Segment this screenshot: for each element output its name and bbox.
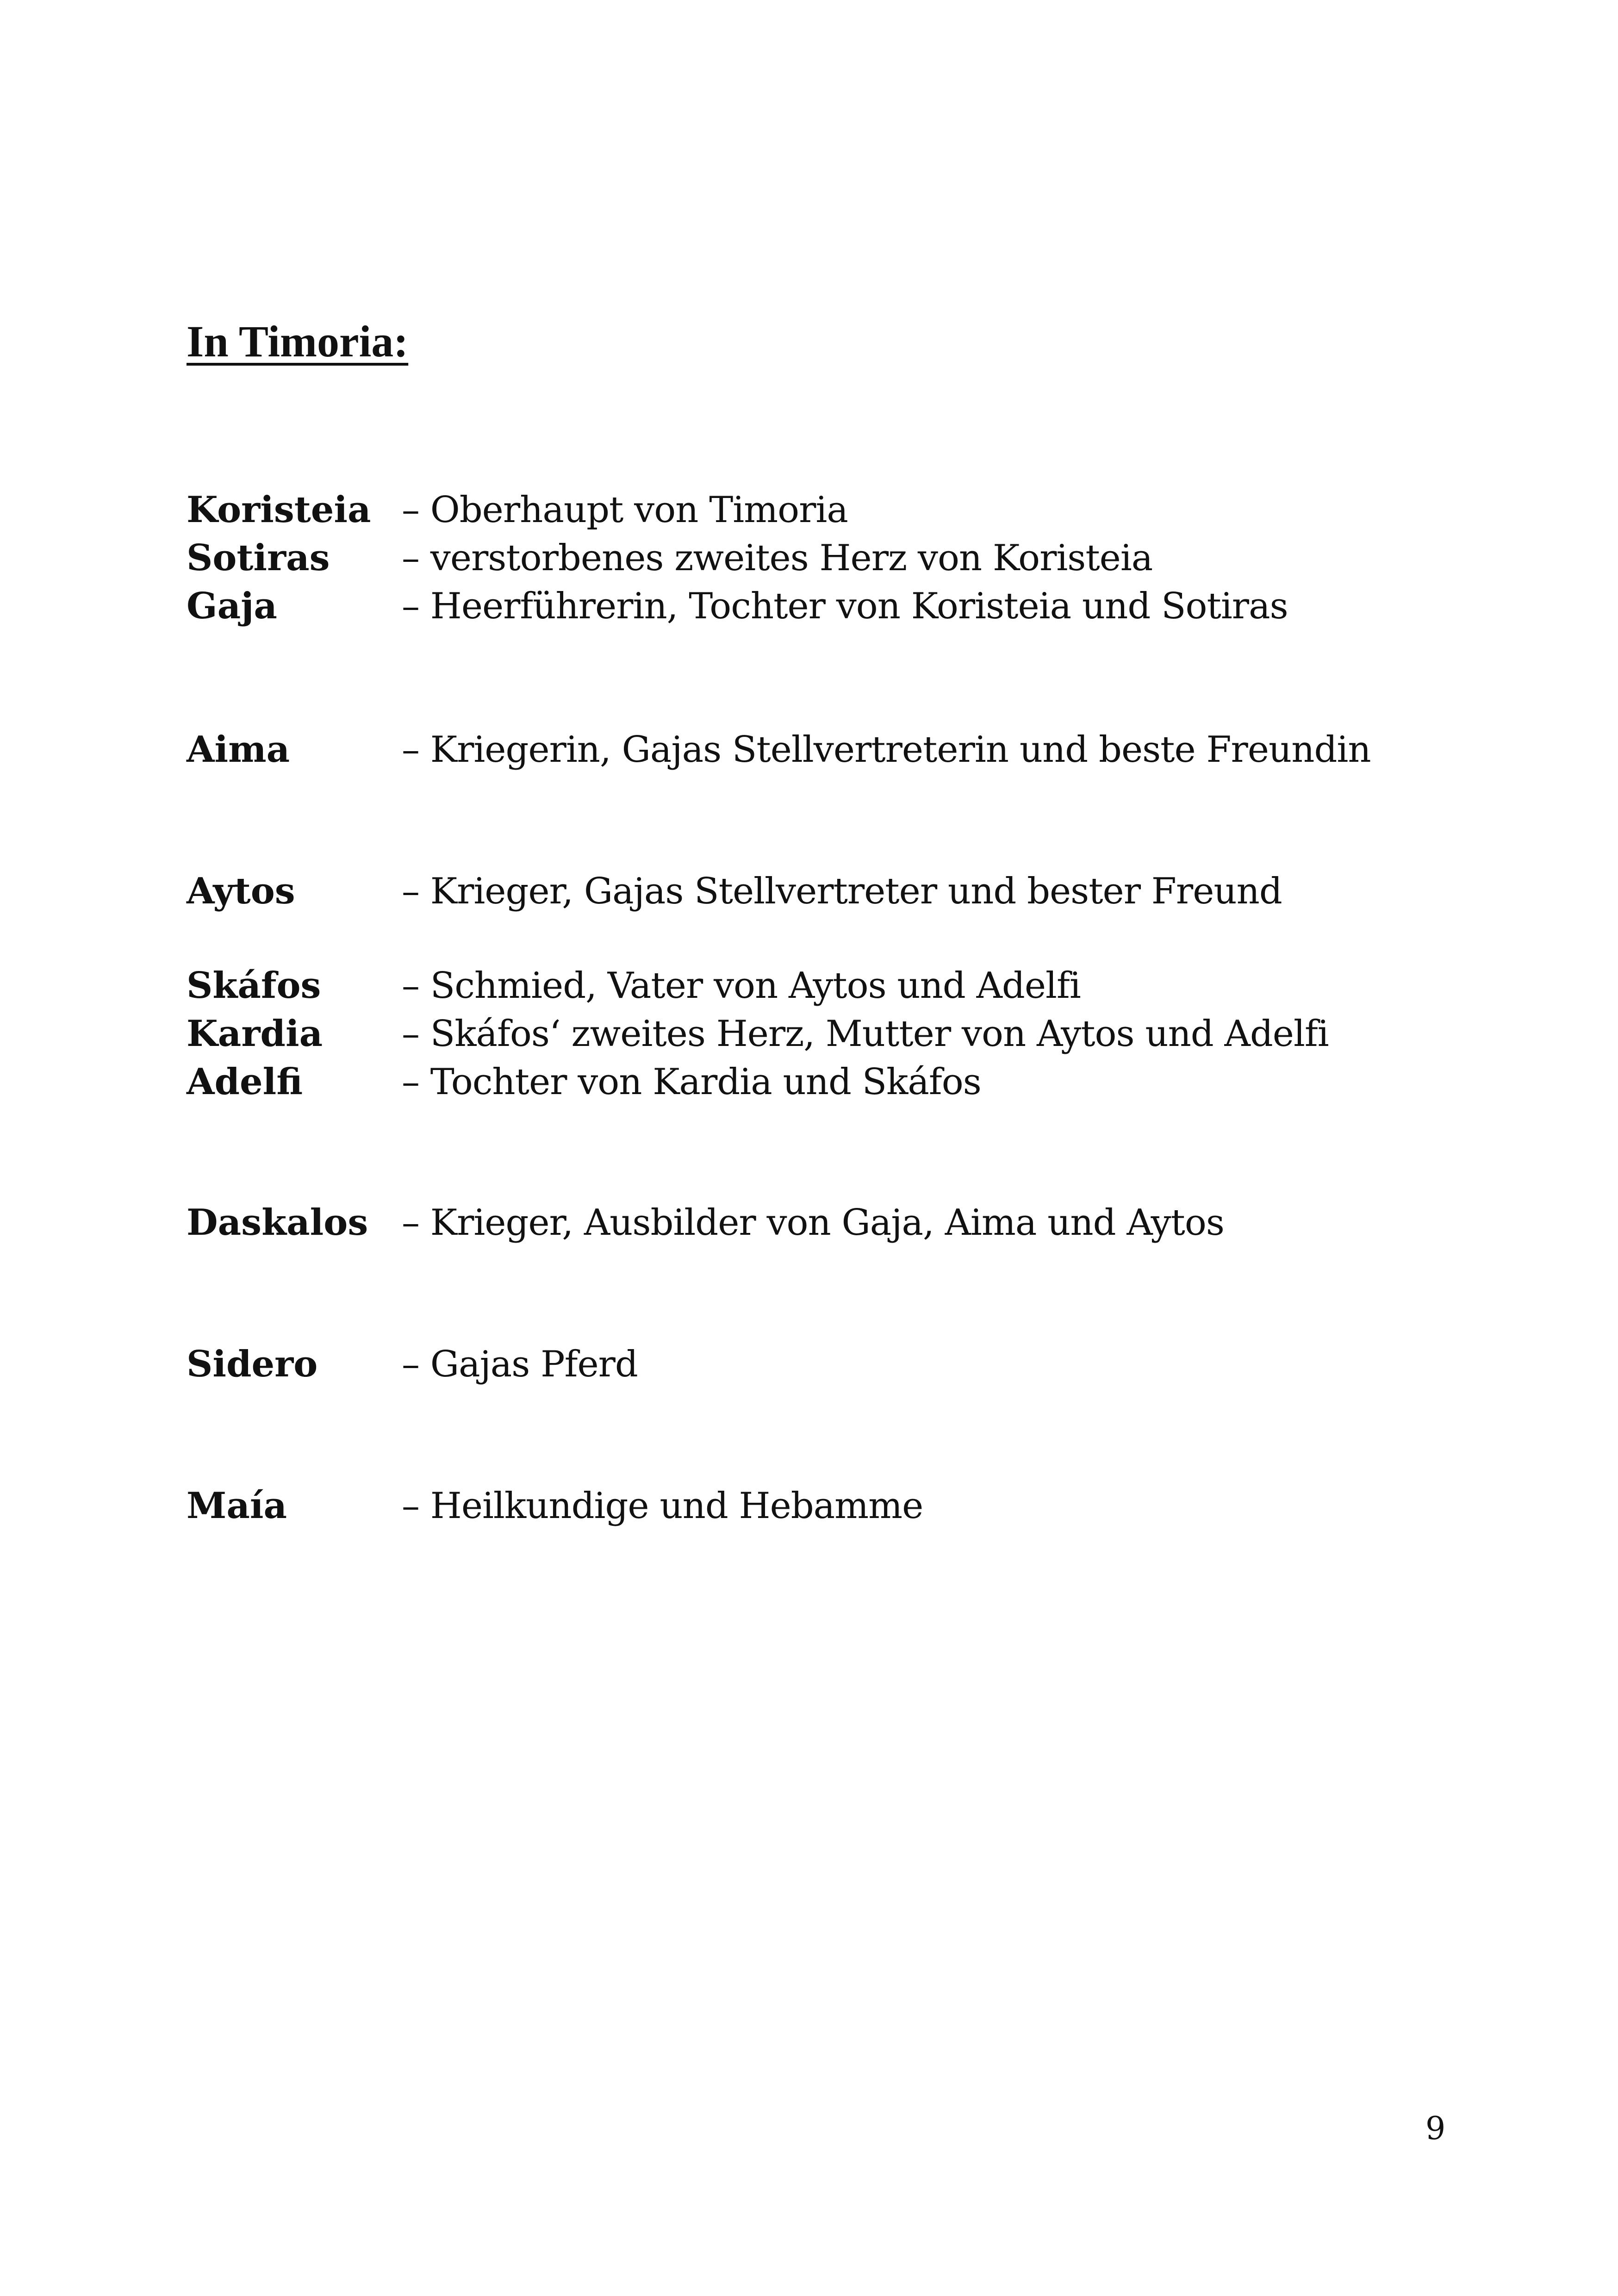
character-name: Aima xyxy=(187,728,290,771)
character-description: – Heilkundige und Hebamme xyxy=(402,1485,923,1527)
character-name: Kardia xyxy=(187,1013,323,1055)
character-name: Skáfos xyxy=(187,964,321,1007)
section-heading: In Timoria: xyxy=(187,317,409,366)
character-name: Sotiras xyxy=(187,537,330,579)
character-description: – Kriegerin, Gajas Stellvertreterin und beste Freundin xyxy=(402,729,1371,771)
character-description: – Krieger, Gajas Stellvertreter und bester Freund xyxy=(402,871,1282,912)
character-name: Gaja xyxy=(187,585,277,627)
page-number: 9 xyxy=(1425,2110,1446,2147)
character-description: – Krieger, Ausbilder von Gaja, Aima und Aytos xyxy=(402,1202,1224,1244)
character-name: Daskalos xyxy=(187,1201,368,1244)
character-name: Aytos xyxy=(187,870,295,912)
character-description: – Gajas Pferd xyxy=(402,1344,638,1385)
character-description: – verstorbenes zweites Herz von Koristeia xyxy=(402,537,1153,579)
character-name: Koristeia xyxy=(187,489,371,531)
character-name: Adelfi xyxy=(187,1061,303,1103)
character-description: – Tochter von Kardia und Skáfos xyxy=(402,1061,981,1103)
character-name: Sidero xyxy=(187,1343,318,1385)
character-description: – Oberhaupt von Timoria xyxy=(402,489,848,531)
character-name: Maía xyxy=(187,1485,287,1527)
character-description: – Skáfos‘ zweites Herz, Mutter von Aytos und Adelfi xyxy=(402,1013,1329,1055)
character-description: – Heerführerin, Tochter von Koristeia und Sotiras xyxy=(402,585,1288,627)
character-description: – Schmied, Vater von Aytos und Adelfi xyxy=(402,965,1081,1007)
